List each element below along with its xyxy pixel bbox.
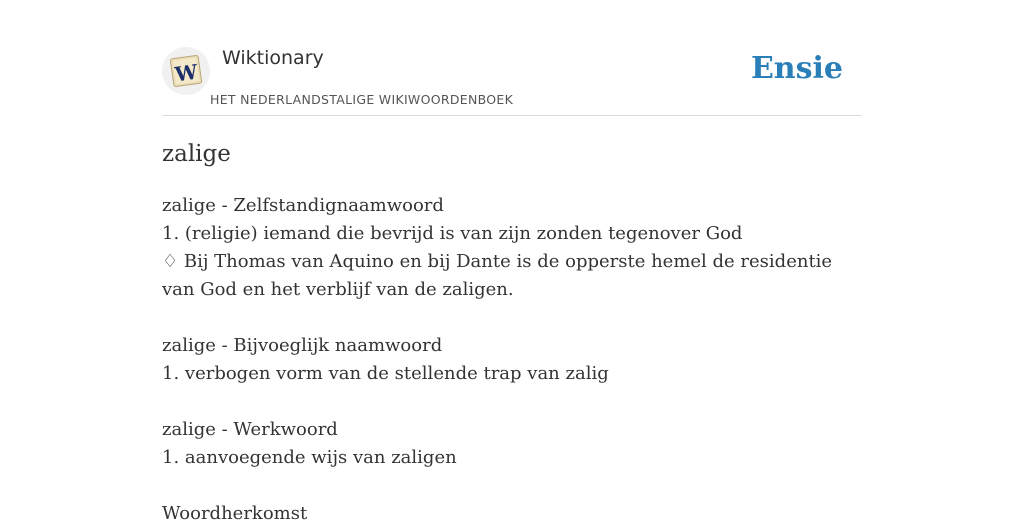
page [162,0,862,524]
entry-line-pos-noun: zalige - Zelfstandignaamwoord [162,195,444,216]
entry-line-blank [162,304,862,332]
page-title: zalige [162,141,231,167]
entry-line-definition: 1. aanvoegende wijs van zaligen [162,447,457,468]
entry-line-definition: 1. verbogen vorm van de stellende trap van zalig [162,363,609,384]
wiktionary-logo-icon[interactable] [162,47,210,95]
entry-line-etymology-heading: Woordherkomst [162,503,308,524]
site-name[interactable]: Wiktionary [222,47,324,69]
header-divider [162,115,862,116]
entry-line-pos-verb: zalige - Werkwoord [162,419,338,440]
entry-content [162,192,862,528]
entry-line-example: ♢ Bij Thomas van Aquino en bij Dante is de opperste hemel de residentie van God en het verblijf van de zaligen. [162,251,833,300]
site-tagline: HET NEDERLANDSTALIGE WIKIWOORDENBOEK [210,92,514,107]
entry-line-blank [162,388,862,416]
entry-line-pos-adjective: zalige - Bijvoeglijk naamwoord [162,335,443,356]
entry-line-definition: 1. (religie) iemand die bevrijd is van zijn zonden tegenover God [162,223,743,244]
entry-line-blank [162,472,862,500]
svg-text:W: W [173,59,200,87]
ensie-brand-link[interactable]: Ensie [750,51,843,86]
